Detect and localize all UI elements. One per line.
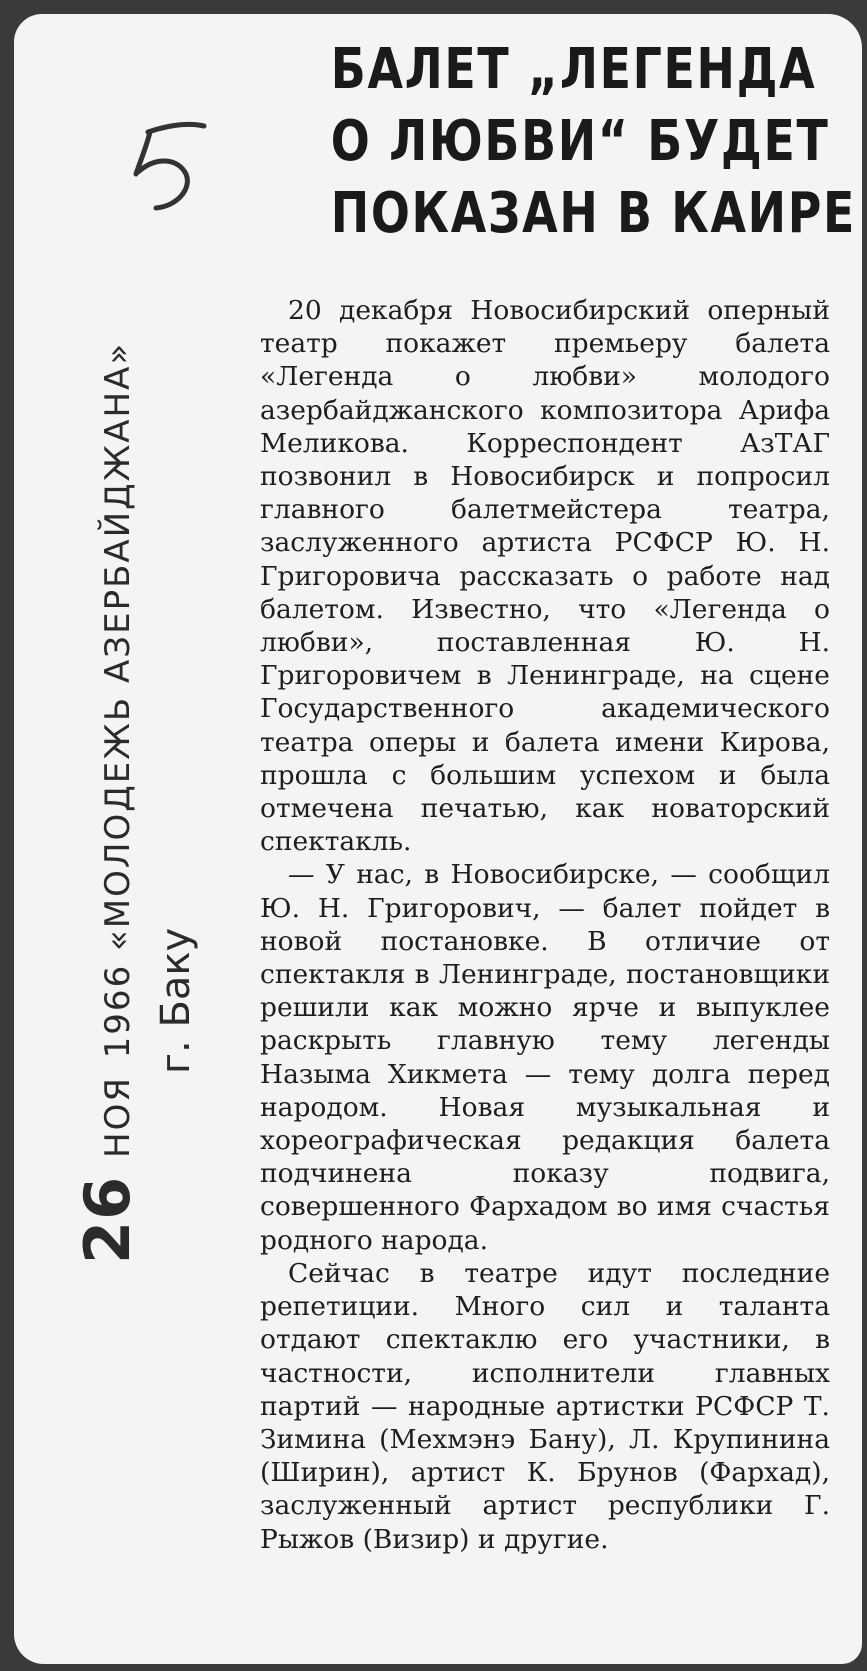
article-paragraph-2: — У нас, в Новосибирске, — сообщил Ю. Н. Григорович, — балет пойдет в новой постановке. В отличие от спектакля в Ленинграде, постановщики решили как можно ярче и выпуклее раскрыть главную тему легенды Назыма Хикмета — тему долга перед народом. Новая музыкальная и хореографическая редакция балета подчинена показу подвига, совершенного Фархадом во имя счастья родного народа. [260,859,830,1256]
stamp-day: 26 [71,1175,144,1264]
headline-line-3: ПОКАЗАН В КАИРЕ [330,181,857,246]
date-stamp [71,341,206,1264]
stamp-month: НОЯ [98,1076,138,1158]
article-body [260,294,830,1556]
article-paragraph-3: Сейчас в театре идут последние репетиции. Много сил и таланта отдают спектаклю его участники, в частности, исполнители главных партий — народные артистки РСФСР Т. Зимина (Мехмэнэ Бану), Л. Крупинина (Ширин), артист К. Брунов (Фархад), заслуженный артист республики Г. Рыжов (Визир) и другие. [260,1257,830,1555]
handwritten-number-mark [126,114,216,224]
headline-line-1: БАЛЕТ „ЛЕГЕНДА [330,37,817,102]
newspaper-clipping [14,14,862,1664]
article-paragraph-1: 20 декабря Новосибирский оперный театр покажет премьеру балета «Легенда о любви» молодого азербайджанского композитора Арифа Меликова. Корреспондент АзТАГ позвонил в Новосибирск и попросил главного балетмейстера театра, заслуженного артиста РСФСР Ю. Н. Григоровича рассказать о работе над балетом. Известно, что «Легенда о любви», поставленная Ю. Н. Григоровичем в Ленинграде, на сцене Государственного академического театра оперы и балета имени Кирова, прошла с большим успехом и была отмечена печатью, как новаторский спектакль. [260,295,830,858]
stamp-year-newspaper: 1966 «МОЛОДЕЖЬ АЗЕРБАЙДЖАНА» [98,341,138,1059]
headline-line-2: О ЛЮБВИ“ БУДЕТ [330,109,830,174]
stamp-city: г. Баку [153,927,199,1074]
headline [330,34,857,250]
